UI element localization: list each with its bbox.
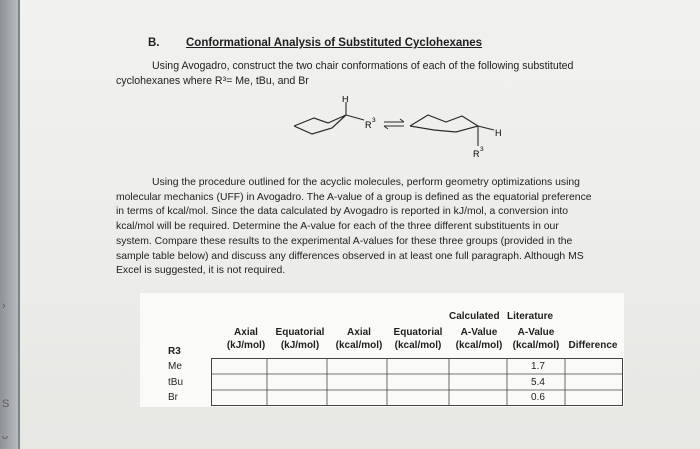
row-label-me: Me [168,361,182,372]
document-page [20,0,700,449]
right-r-label: R [473,149,480,159]
col-unit-calc-avalue: (kcal/mol) [455,340,503,351]
section-heading [148,37,482,49]
lit-avalue-br: 0.6 [531,392,545,403]
col-unit-equatorial-kj: (kJ/mol) [280,340,320,351]
left-h-label: H [342,96,349,104]
intro-line-2: cyclohexanes where R³= Me, tBu, and Br [116,75,309,87]
section-title: Conformational Analysis of Substituted Cyclohexanes [186,37,483,49]
procedure-line: sample table below) and discuss any differences observed in at least one full paragraph. Although MS [116,250,584,262]
procedure-line: Excel is suggested, it is not required. [116,265,286,277]
header-calculated: Calculated [449,311,500,322]
right-chair-ring [410,115,478,132]
section-label: B. [148,37,160,49]
margin-mark-s: S [2,398,10,410]
intro-line-1: Using Avogadro, construct the two chair conformations of each of the following substituted [152,60,574,72]
margin-mark-bottom: ᴗ [2,430,9,442]
lit-avalue-me: 1.7 [531,361,545,372]
intro-paragraph [116,59,636,89]
left-r-label: R [365,120,372,130]
margin-mark-top: › [2,300,6,312]
col-unit-lit-avalue: (kcal/mol) [512,340,560,351]
procedure-line: Using the procedure outlined for the acyclic molecules, perform geometry optimizations using [152,177,580,188]
col-header-equatorial-kcal: Equatorial [393,327,443,338]
header-literature: Literature [507,311,554,322]
right-r-superscript: 3 [480,146,484,153]
row-header-r3: R3 [168,346,181,357]
lit-avalue-tbu: 5.4 [531,377,545,388]
left-r-superscript: 3 [372,117,376,124]
right-equatorial-bond [478,126,494,130]
col-header-calc-avalue: A-Value [460,327,498,338]
procedure-line: kcal/mol will be required. Determine the A-value for each of the three different substituents in our [116,221,559,233]
sample-data-table [140,293,624,407]
procedure-line: in terms of kcal/mol. Since the data calculated by Avogadro is reported in kJ/mol, a conversion into [116,206,569,218]
left-equatorial-bond [346,115,364,120]
col-header-axial-kcal: Axial [347,327,371,338]
left-chair-ring [294,115,346,134]
row-label-br: Br [168,392,178,403]
procedure-paragraph [116,176,646,279]
right-h-label: H [495,128,502,138]
col-unit-axial-kj: (kJ/mol) [226,340,266,351]
chair-equilibrium-diagram [288,96,508,166]
col-header-axial-kj: Axial [234,327,258,338]
col-header-difference: Difference [568,340,618,351]
col-header-equatorial-kj: Equatorial [275,327,325,338]
col-unit-equatorial-kcal: (kcal/mol) [394,340,442,351]
left-margin-strip [0,0,18,449]
procedure-line: system. Compare these results to the experimental A-values for these three groups (provided in the [116,235,573,247]
row-label-tbu: tBu [168,377,184,388]
col-unit-axial-kcal: (kcal/mol) [335,340,383,351]
col-header-lit-avalue: A-Value [517,327,555,338]
procedure-line: molecular mechanics (UFF) in Avogadro. The A-value of a group is defined as the equatorial preference [116,191,592,203]
